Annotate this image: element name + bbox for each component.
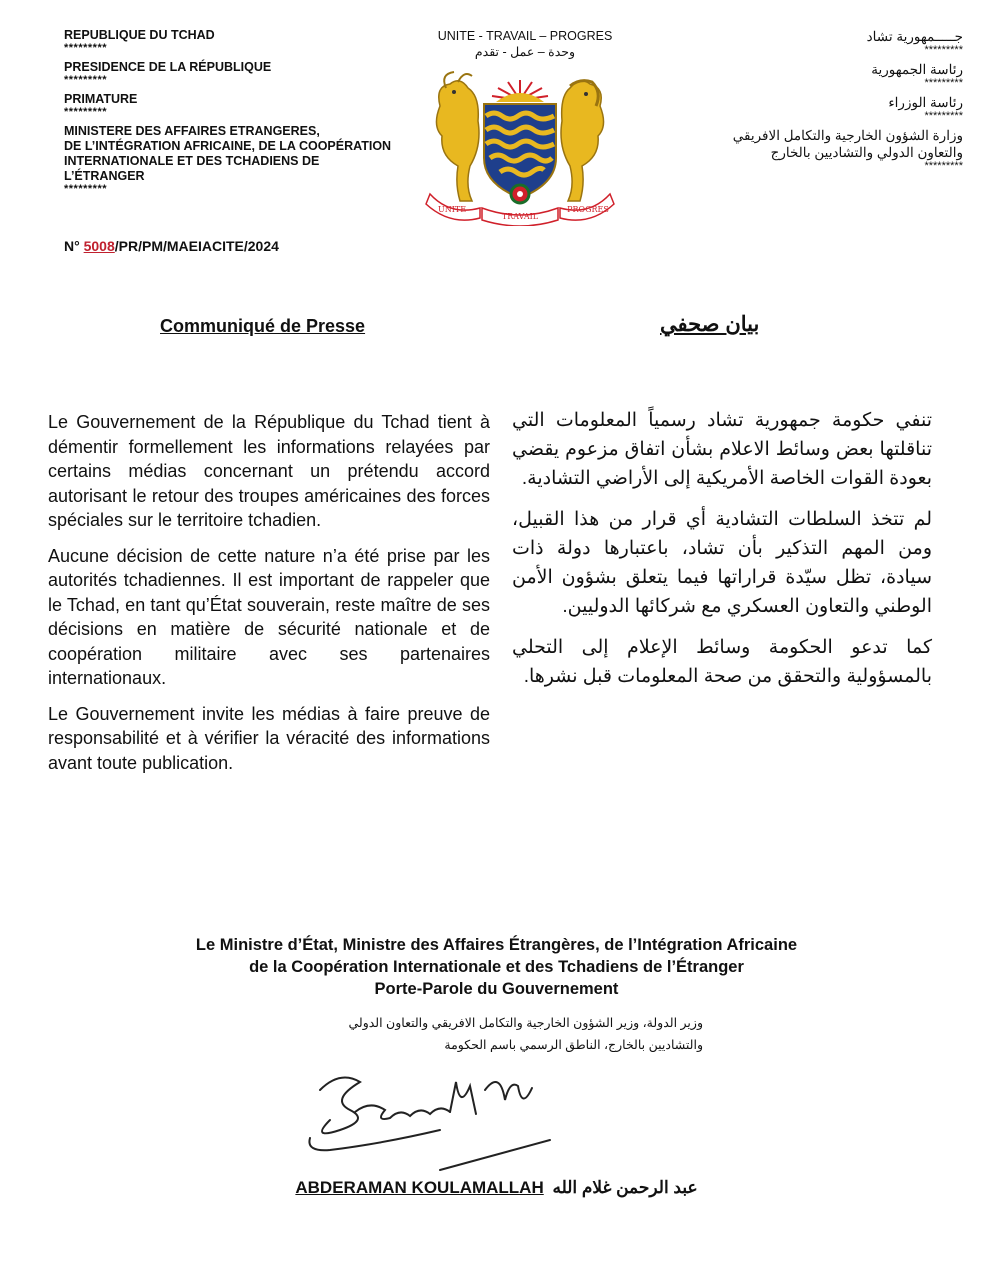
handwritten-signature-icon	[300, 1060, 580, 1180]
header-right	[663, 28, 963, 177]
reference-num: 5008	[83, 238, 115, 254]
signatory-title-line: de la Coopération Internationale et des Tchadiens de l’Étranger	[249, 958, 744, 976]
coat-of-arms-icon	[420, 66, 620, 226]
header-left	[64, 28, 424, 201]
ministry-line: MINISTERE DES AFFAIRES ETRANGERES,	[64, 124, 320, 138]
signatory-name-fr: ABDERAMAN KOULAMALLAH	[295, 1178, 544, 1197]
motto-ar: وحدة – عمل - تقدم	[474, 45, 576, 59]
separator-stars: *********	[64, 74, 108, 86]
ministry-line-ar: وزارة الشؤون الخارجية والتكامل الافريقي	[732, 128, 963, 143]
reference-suffix: /PR/PM/MAEIACITE/2024	[114, 238, 279, 254]
primature-name-ar: رئاسة الوزراء	[888, 95, 963, 110]
presidency-name-ar: رئاسة الجمهورية	[871, 62, 963, 77]
ministry-line: DE L’INTÉGRATION AFRICAINE, DE LA COOPÉRATION	[64, 139, 392, 153]
body-ar	[512, 406, 932, 703]
presidency-name: PRESIDENCE DE LA RÉPUBLIQUE	[64, 60, 272, 74]
separator-stars: *********	[924, 77, 963, 89]
paragraph-ar: كما تدعو الحكومة وسائط الإعلام إلى التحلي بالمسؤولية والتحقق من صحة المعلومات قبل نشرها.	[512, 637, 932, 687]
ministry-line: L’ÉTRANGER	[64, 169, 145, 183]
signatory-title-line: Porte-Parole du Gouvernement	[374, 980, 619, 998]
paragraph-ar: تنفي حكومة جمهورية تشاد رسمياً المعلومات التي تناقلتها بعض وسائط الاعلام بشأن اتفاق مزعوم يقضي بعودة القوات الخاصة الأمريكية إلى الأراضي التشادية.	[512, 410, 932, 489]
paragraph-fr: Aucune décision de cette nature n’a été prise par les autorités tchadiennes. Il est important de rappeler que le Tchad, en tant qu’État souverain, reste maître de ses décisions en matière de sécurité nationale et de coopération militaire avec ses partenaires internationaux.	[48, 545, 490, 688]
banner-text-left: UNITE	[437, 205, 467, 214]
separator-stars: *********	[64, 106, 108, 118]
body-fr	[48, 410, 490, 786]
reference-prefix: N°	[64, 238, 84, 254]
separator-stars: *********	[924, 160, 963, 172]
separator-stars: *********	[64, 42, 108, 54]
banner-text-right: PROGRES	[567, 205, 609, 214]
ministry-line: INTERNATIONALE ET DES TCHADIENS DE	[64, 154, 320, 168]
separator-stars: *********	[64, 183, 108, 195]
paragraph-fr: Le Gouvernement de la République du Tchad tient à démentir formellement les informations relayées par certains médias concernant un prétendu accord autorisant le retour des troupes américaines des forces spéciales sur le territoire tchadien.	[48, 412, 490, 530]
republic-name-ar: جـــــمهورية تشاد	[866, 29, 963, 44]
paragraph-ar: لم تتخذ السلطات التشادية أي قرار من هذا القبيل، ومن المهم التذكير بأن تشاد، باعتبارها دولة ذات سيادة، تظل سيّدة قراراتها فيما يتعلق بشؤون الأمن الوطني والتعاون العسكري مع شركائها الدوليين.	[512, 509, 932, 617]
signatory-title-ar-line: وزير الدولة، وزير الشؤون الخارجية والتكامل الافريقي والتعاون الدولي	[348, 1016, 703, 1030]
banner-text-center: TRAVAIL	[501, 212, 539, 221]
signatory-title	[0, 934, 993, 1000]
primature-name: PRIMATURE	[64, 92, 138, 106]
signatory-title-ar-line: والتشاديين بالخارج، الناطق الرسمي باسم الحكومة	[444, 1038, 703, 1052]
national-motto	[400, 28, 650, 60]
separator-stars: *********	[924, 44, 963, 56]
signatory-name	[0, 1178, 993, 1198]
reference-number	[64, 238, 279, 254]
ministry-line-ar: والتعاون الدولي والتشاديين بالخارج	[770, 145, 963, 160]
title-ar: بيان صحفي	[660, 313, 760, 336]
separator-stars: *********	[924, 110, 963, 122]
signatory-name-ar: عبد الرحمن غلام الله	[552, 1178, 698, 1197]
paragraph-fr: Le Gouvernement invite les médias à faire preuve de responsabilité et à vérifier la véracité des informations avant toute publication.	[48, 703, 490, 773]
signatory-title-ar	[283, 1012, 703, 1056]
signatory-title-line: Le Ministre d’État, Ministre des Affaires Étrangères, de l’Intégration Africaine	[195, 936, 798, 954]
title-fr: Communiqué de Presse	[160, 316, 366, 336]
republic-name: REPUBLIQUE DU TCHAD	[64, 28, 215, 42]
motto-fr: UNITE - TRAVAIL – PROGRES	[437, 29, 613, 43]
